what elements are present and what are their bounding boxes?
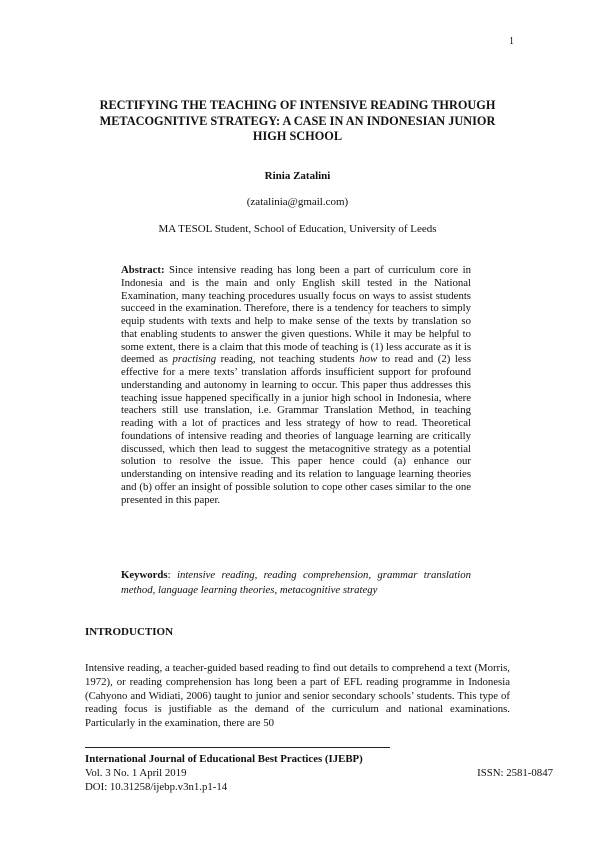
abstract-text-1: Since intensive reading has long been a part of curriculum core in Indonesia and is the main and only English skill tested in the National Examination, many teaching procedures usually focus on ways to assist students succeed in the examination. Therefore, there is a tendency for teachers to simply equip students with texts and help to make sense of the texts by translation so that enabling students to answer the given questions. While it may be helpful to some extent, there is a claim that this mode of teaching is (1) less accurate as it is deemed as [121, 264, 471, 366]
page-number: 1 [509, 36, 514, 47]
footer-journal-name: International Journal of Educational Best Practices (IJEBP) [85, 753, 363, 765]
author-name: Rinia Zatalini [264, 170, 331, 182]
keywords-list: intensive reading, reading comprehension, grammar translation method, language learning theories, metacognitive strategy [121, 569, 471, 596]
abstract-emphasis-practising: practising [172, 353, 217, 366]
footer-issue: Vol. 3 No. 1 April 2019 [85, 767, 187, 779]
author-affiliation: MA TESOL Student, School of Education, University of Leeds [158, 223, 437, 235]
abstract-emphasis-how: how [359, 353, 378, 366]
section-heading-introduction: INTRODUCTION [85, 626, 174, 638]
paper-title: RECTIFYING THE TEACHING OF INTENSIVE READING THROUGH METACOGNITIVE STRATEGY: A CASE IN AN INDONESIAN JUNIOR HIGH SCHOOL [99, 98, 496, 143]
footer-issn: ISSN: 2581-0847 [477, 767, 553, 779]
abstract [121, 264, 471, 506]
keywords-label: Keywords [121, 569, 168, 581]
introduction-paragraph: Intensive reading, a teacher-guided based reading to find out details to comprehend a text (Morris, 1972), or reading comprehension has long been a part of EFL reading programme in Indonesia (Cahyono and Widiati, 2006) taught to junior and senior secondary schools’ students. This type of reading focus is justifiable as the demand of the curriculum and national examinations. Particularly in the examination, there are 50 [85, 662, 510, 730]
abstract-text-2: reading, not teaching students [216, 353, 360, 366]
keywords-separator: : [167, 569, 177, 581]
abstract-label: Abstract: [121, 264, 165, 276]
footer-doi: DOI: 10.31258/ijebp.v3n1.p1-14 [85, 781, 228, 793]
author-email: (zatalinia@gmail.com) [246, 196, 349, 208]
abstract-text-3: to read and (2) less effective for a mere texts’ translation affords insufficient support for profound understanding and autonomy in learning to occur. This paper thus addresses this teaching issue happened specifically in a junior high school in Indonesia, where teachers still use translation, i.e. Grammar Translation Method, in teaching reading with a lot of practices and less strategy of how to read. Theoretical foundations of intensive reading and theories of language learning are critically discussed, which then lead to suggest the metacognitive strategy as a potential solution to resolve the issue. This paper hence could (a) enhance our understanding on intensive reading and its relation to language learning theories and (b) offer an insight of possible solution to cope other cases similar to the one presented in this paper. [121, 353, 471, 506]
footer-divider [85, 747, 390, 748]
keywords [121, 568, 471, 597]
